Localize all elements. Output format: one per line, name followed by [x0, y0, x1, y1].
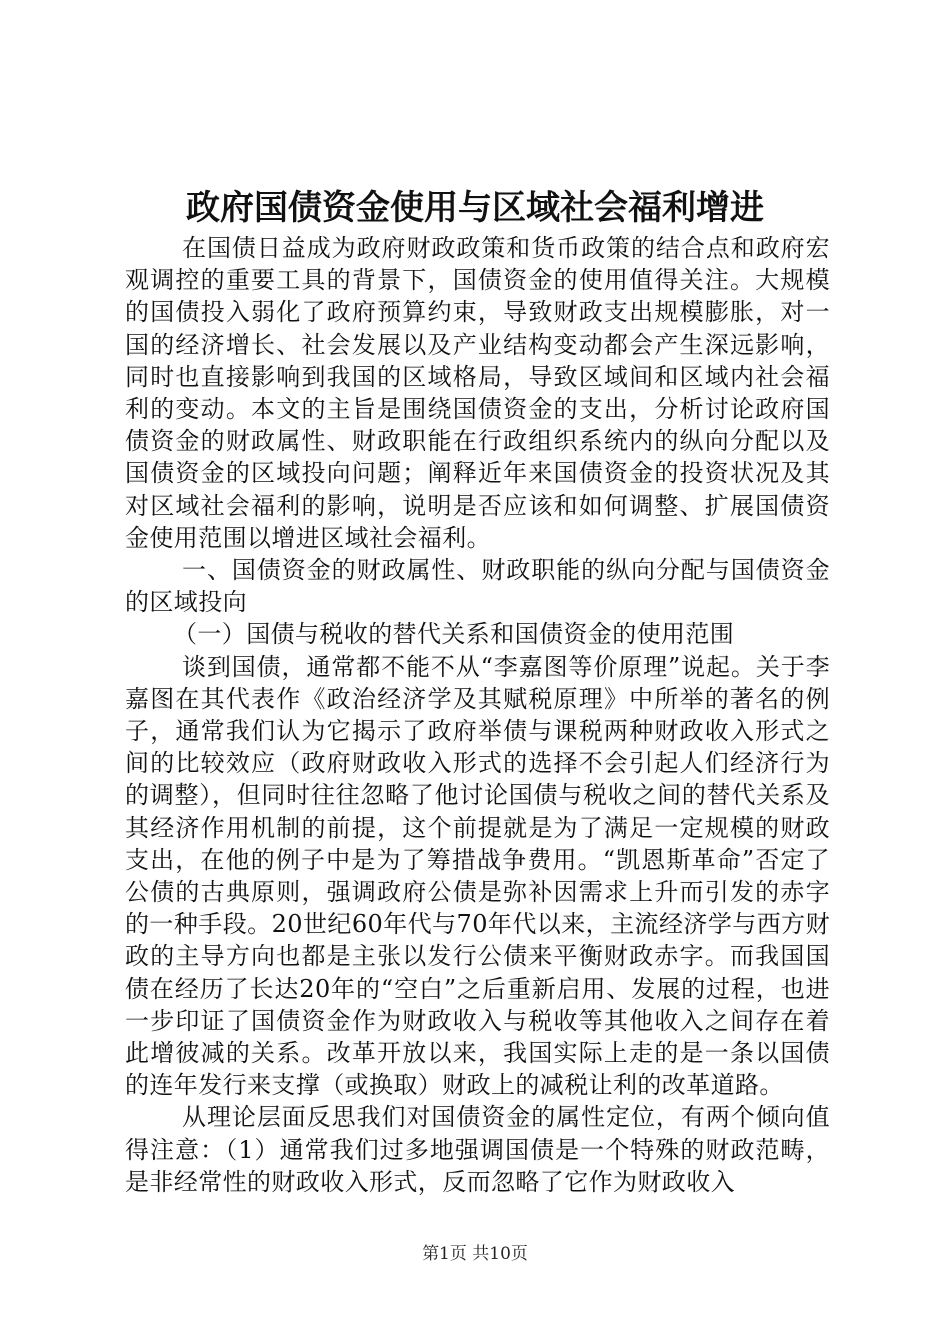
paragraph-reflection: 从理论层面反思我们对国债资金的属性定位，有两个倾向值得注意：（1）通常我们过多地强调国债是一个特殊的财政范畴，是非经常性的财政收入形式，反而忽略了它作为财政收入 — [125, 1103, 830, 1196]
document-title: 政府国债资金使用与区域社会福利增进 — [186, 188, 764, 228]
document-body — [125, 232, 830, 1198]
section-heading-1: 一、国债资金的财政属性、财政职能的纵向分配与国债资金的区域投向 — [125, 556, 830, 617]
paragraph-intro: 在国债日益成为政府财政政策和货币政策的结合点和政府宏观调控的重要工具的背景下，国债资金的使用值得关注。大规模的国债投入弱化了政府预算约束，导致财政支出规模膨胀，对一国的经济增长、社会发展以及产业结构变动都会产生深远影响，同时也直接影响到我国的区域格局，导致区域间和区域内社会福利的变动。本文的主旨是围绕国债资金的支出，分析讨论政府国债资金的财政属性、财政职能在行政组织系统内的纵向分配以及国债资金的区域投向问题；阐释近年来国债资金的投资状况及其对区域社会福利的影响，说明是否应该和如何调整、扩展国债资金使用范围以增进区域社会福利。 — [125, 234, 830, 552]
paragraph-ricardo: 谈到国债，通常都不能不从“李嘉图等价原理”说起。关于李嘉图在其代表作《政治经济学及其赋税原理》中所举的著名的例子，通常我们认为它揭示了政府举债与课税两种财政收入形式之间的比较效应（政府财政收入形式的选择不会引起人们经济行为的调整），但同时往往忽略了他讨论国债与税收之间的替代关系及其经济作用机制的前提，这个前提就是为了满足一定规模的财政支出，在他的例子中是为了筹措战争费用。“凯恩斯革命”否定了公债的古典原则，强调政府公债是弥补因需求上升而引发的赤字的一种手段。20世纪60年代与70年代以来，主流经济学与西方财政的主导方向也都是主张以发行公债来平衡财政赤字。而我国国债在经历了长达20年的“空白”之后重新启用、发展的过程，也进一步印证了国债资金作为财政收入与税收等其他收入之间存在着此增彼减的关系。改革开放以来，我国实际上走的是一条以国债的连年发行来支撑（或换取）财政上的减税让利的改革道路。 — [125, 652, 830, 1100]
page-footer: 第1页 共10页 — [422, 1244, 528, 1264]
subsection-heading-1: （一）国债与税收的替代关系和国债资金的使用范围 — [173, 620, 735, 649]
